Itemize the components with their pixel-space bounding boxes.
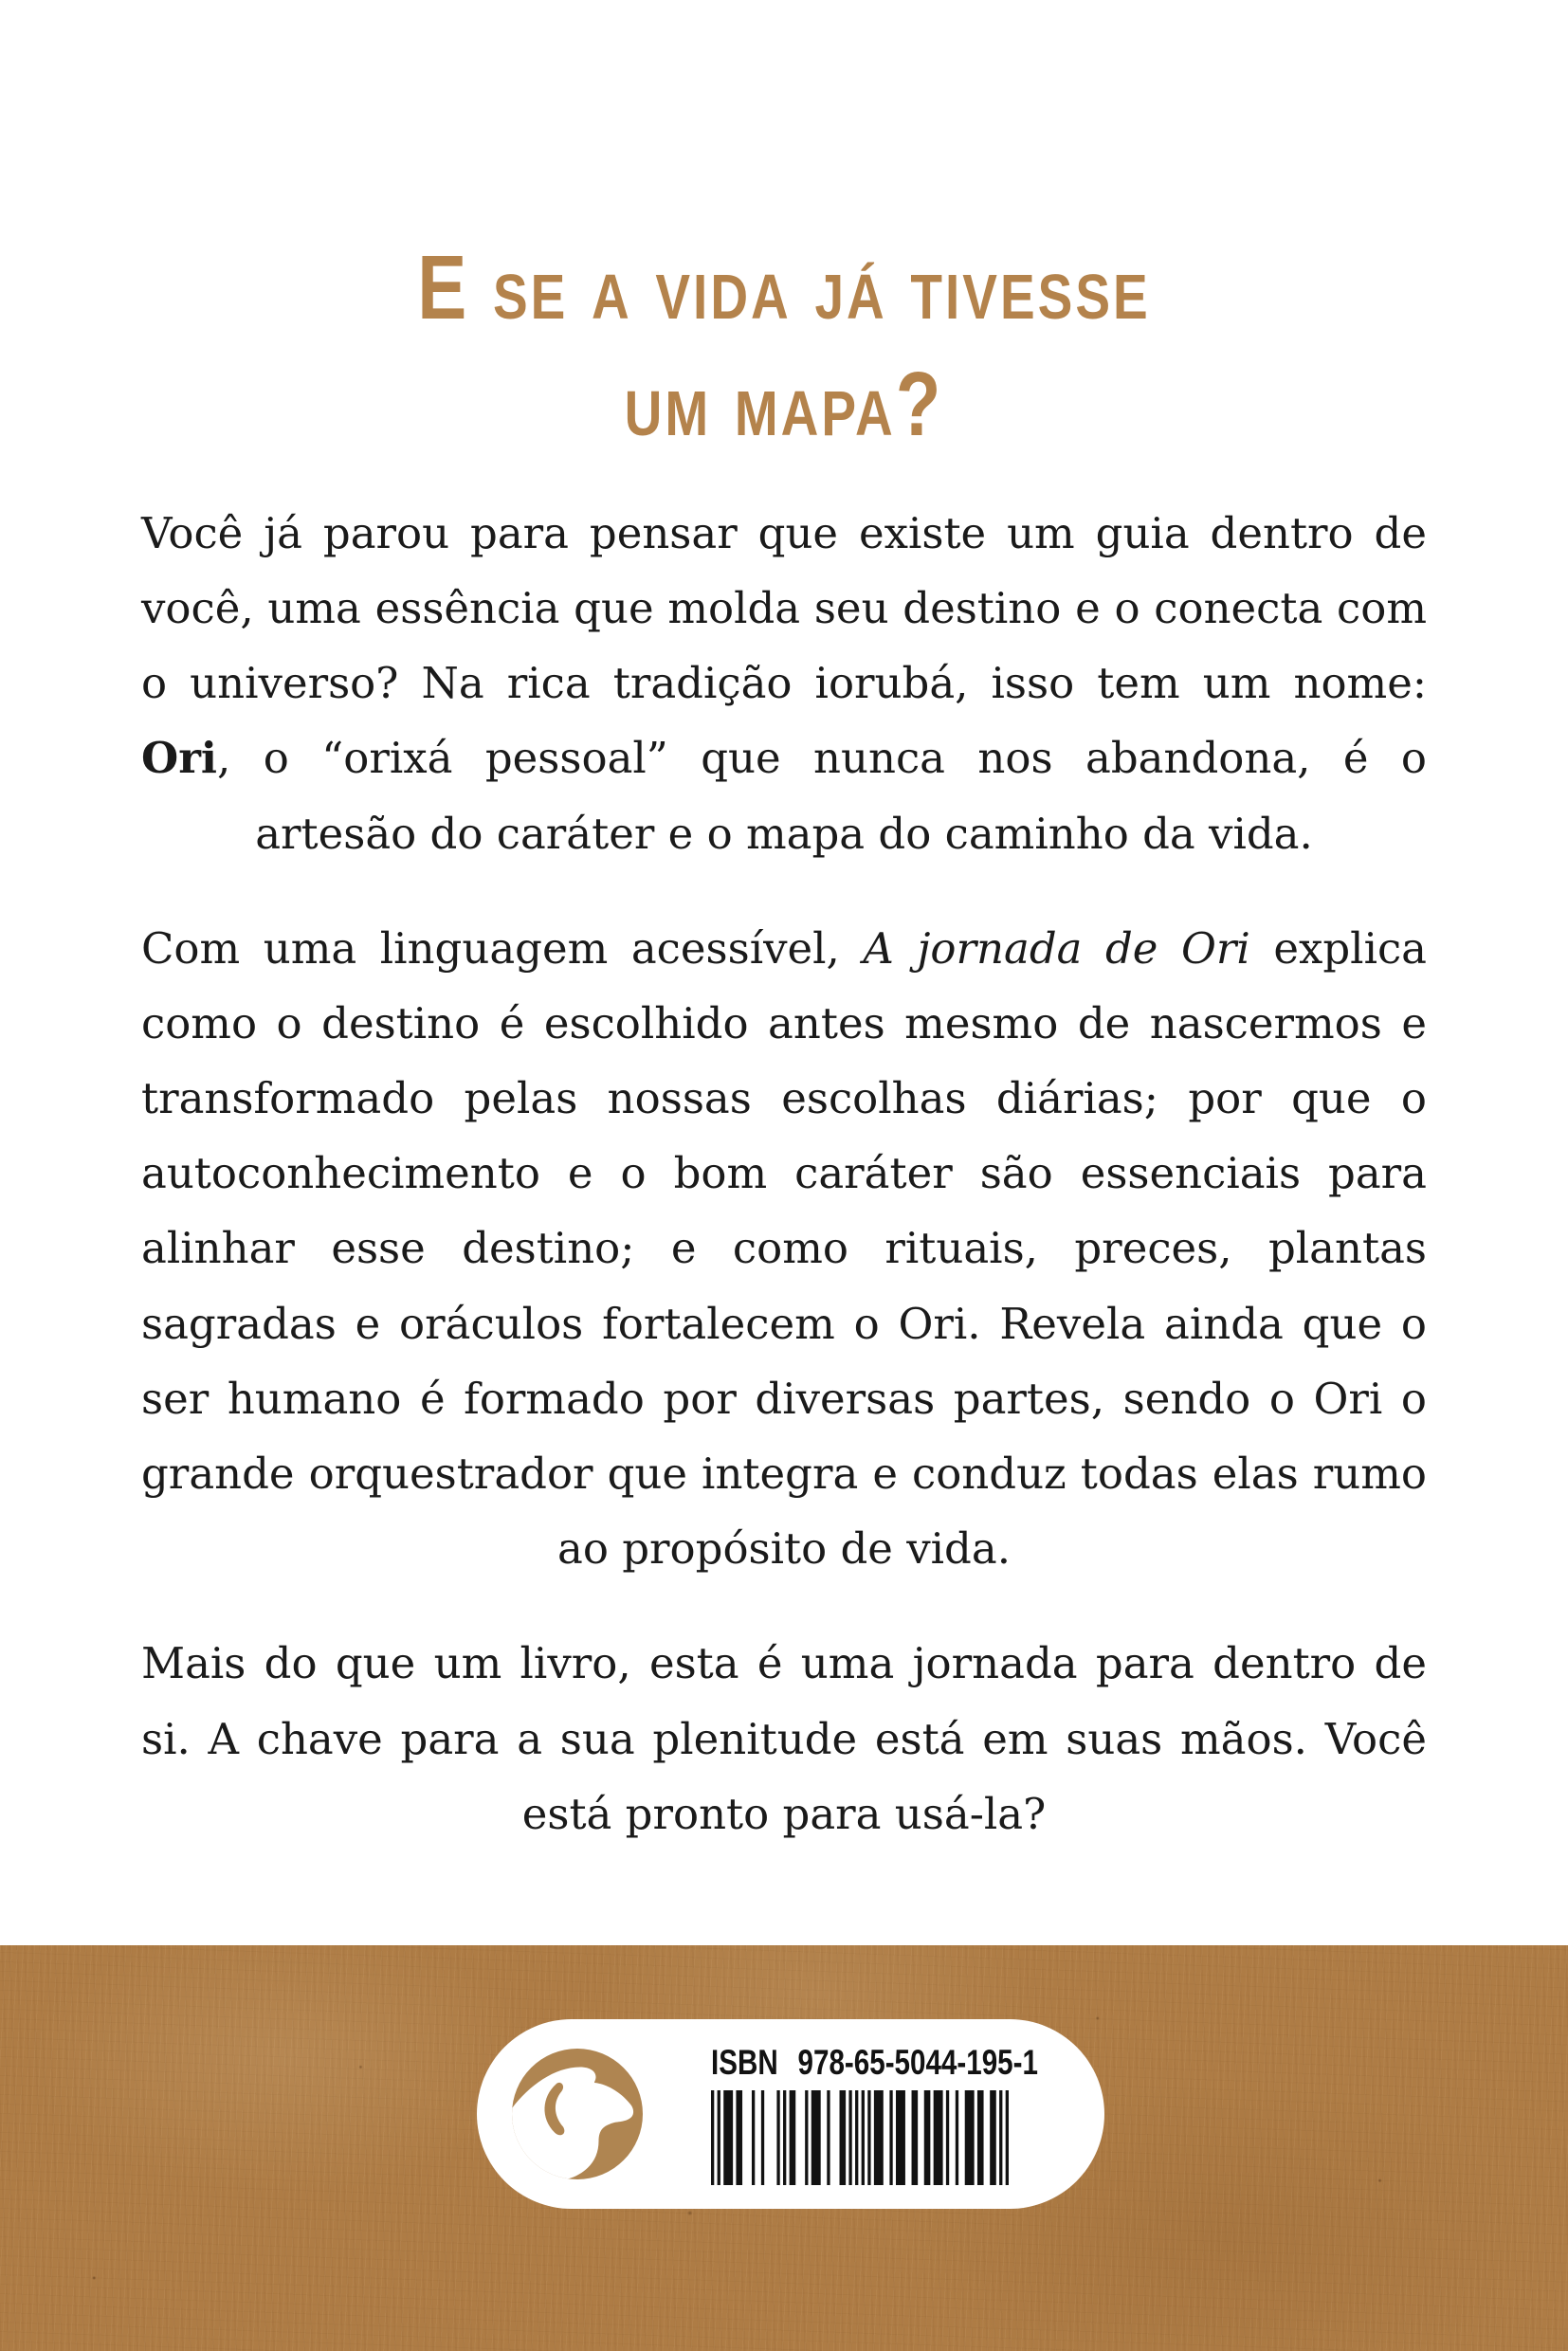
barcode xyxy=(711,2090,1009,2185)
synopsis-paragraph-2: Com uma linguagem acessível, A jornada de Ori explica como o destino é escolhido antes mesmo de nascermos e transformado pelas nossas escolhas diárias; por que o autoconhecimento e o bom caráter são essenciais para alinhar esse destino; e como rituais, preces, plantas sagradas e oráculos fortalecem o Ori. Revela ainda que o ser humano é formado por diversas partes, sendo o Ori o grande orquestrador que integra e conduz todas elas rumo ao propósito de vida. xyxy=(141,922,1427,1575)
isbn-label: ISBN xyxy=(711,2043,778,2082)
isbn-text xyxy=(711,2043,1038,2083)
synopsis-text xyxy=(141,496,1427,1851)
dog-icon xyxy=(506,2043,648,2185)
headline-line-2: um mapa? xyxy=(624,354,944,456)
isbn-pill xyxy=(477,2019,1104,2209)
headline xyxy=(0,229,1568,464)
synopsis-paragraph-1: Você já parou para pensar que existe um guia dentro de você, uma essência que molda seu destino e o conecta com o universo? Na rica tradição iorubá, isso tem um nome: Ori, o “orixá pessoal” que nunca nos abandona, é o artesão do caráter e o mapa do caminho da vida. xyxy=(141,507,1427,859)
isbn-area xyxy=(711,2043,1120,2185)
isbn-number: 978-65-5044-195-1 xyxy=(797,2043,1038,2082)
synopsis-paragraph-3: Mais do que um livro, esta é uma jornada para dentro de si. A chave para a sua plenitude está em suas mãos. Você está pronto para usá-la? xyxy=(141,1638,1427,1839)
headline-line-1: E se a vida já tivesse xyxy=(417,236,1151,338)
